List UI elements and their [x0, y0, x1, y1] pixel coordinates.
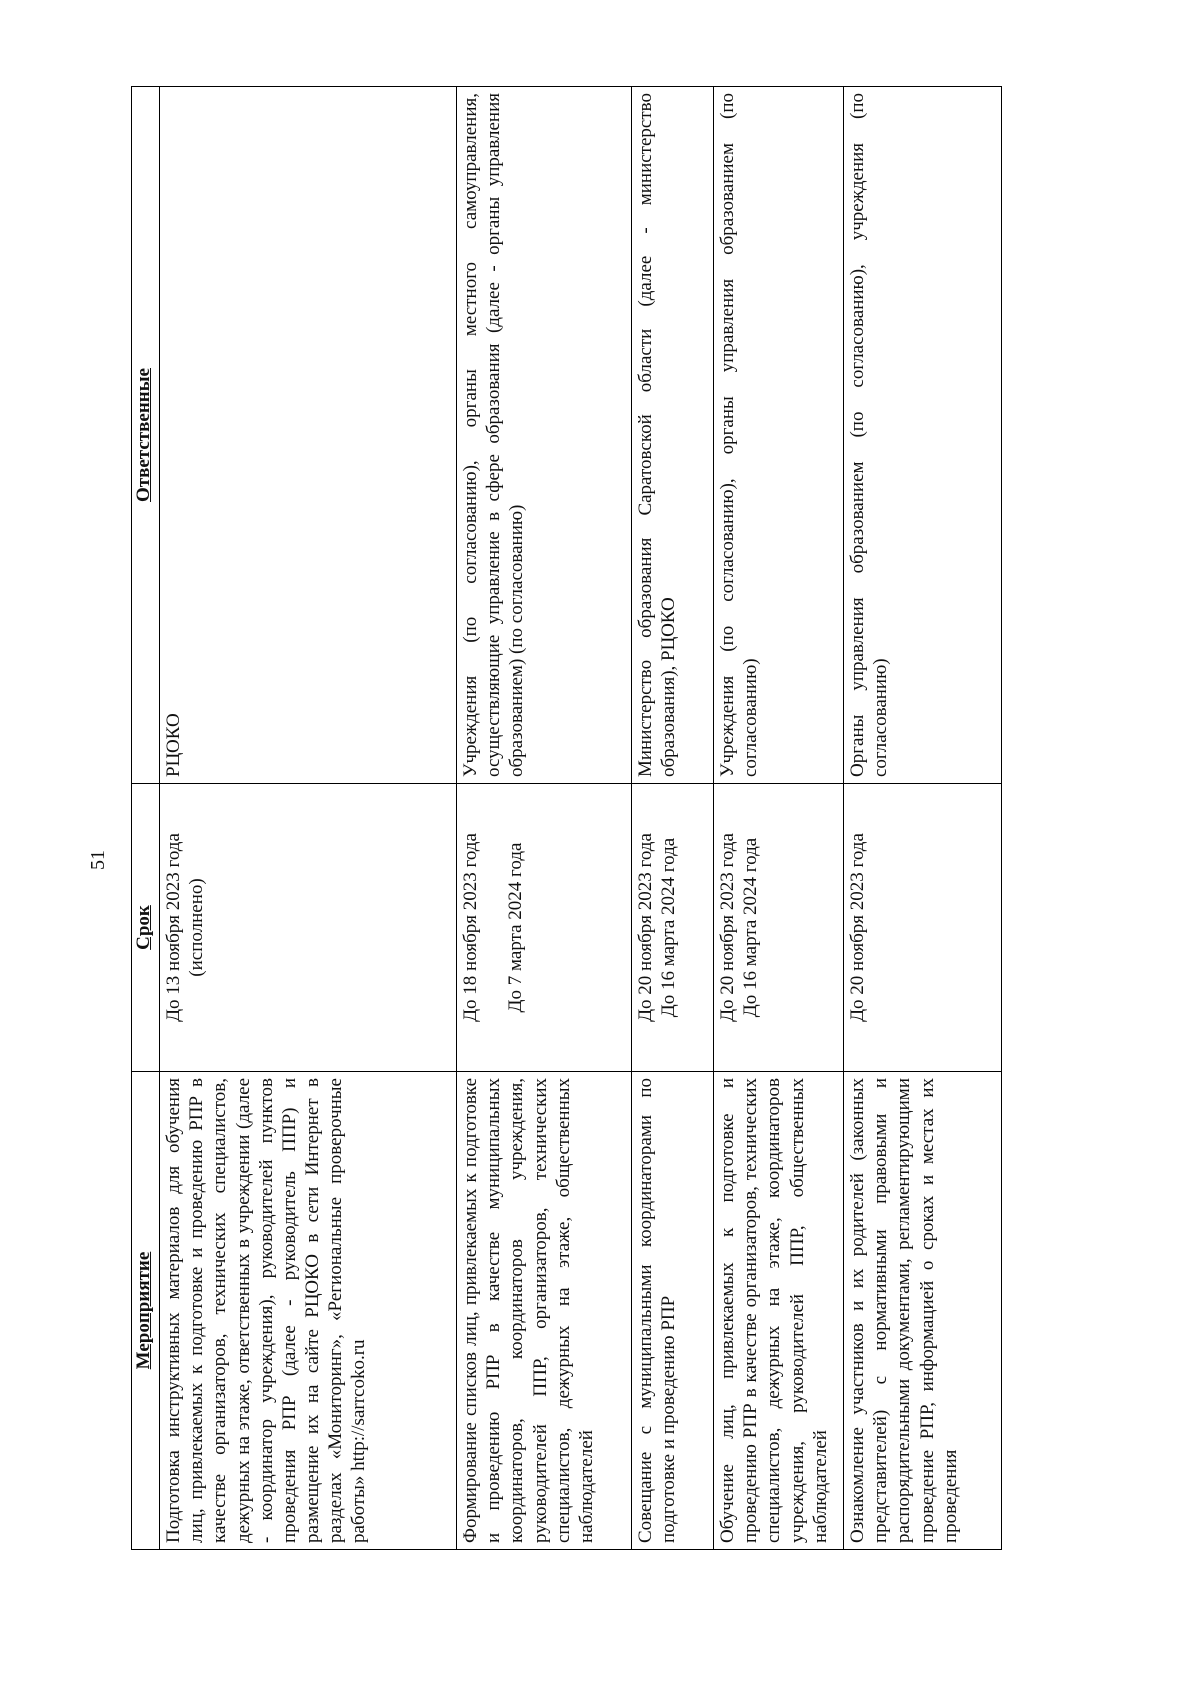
responsible-cell: РЦОКО — [160, 87, 457, 784]
table-row — [844, 87, 1002, 1550]
responsible-cell: Учреждения (по согласованию), органы управления образованием (по согласованию) — [714, 87, 844, 784]
table-row — [632, 87, 714, 1550]
rotated-table-wrapper — [131, 87, 1081, 1550]
term-text: До 20 ноября 2023 года — [717, 833, 738, 1022]
term-text: До 18 ноября 2023 года — [460, 833, 481, 1022]
term-cell — [714, 784, 844, 1072]
term-cell — [632, 784, 714, 1072]
term-text: До 7 марта 2024 года — [505, 842, 527, 1013]
term-text: До 20 ноября 2023 года — [635, 833, 656, 1022]
event-cell: Формирование списков лиц, привлекаемых к подготовке и проведению РПР в качестве муниципальных координаторов, координаторов учреждения, руководителей ППР, организаторов, технических специалистов, дежурных на этаже, общественных наблюдателей — [457, 1072, 632, 1550]
term-cell — [160, 784, 457, 1072]
term-text: До 16 марта 2024 года — [740, 837, 762, 1018]
event-cell: Ознакомление участников и их родителей (законных представителей) с нормативными правовыми и распорядительными документами, регламентирующими проведение РПР, информацией о сроках и местах их проведения — [844, 1072, 1002, 1550]
event-cell: Обучение лиц, привлекаемых к подготовке и проведению РПР в качестве организаторов, технических специалистов, дежурных на этаже, координаторов учреждения, руководителей ППР, общественных наблюдателей — [714, 1072, 844, 1550]
events-table — [131, 86, 1002, 1550]
responsible-cell: Органы управления образованием (по согласованию), учреждения (по согласованию) — [844, 87, 1002, 784]
term-text: До 13 ноября 2023 года (исполнено) — [163, 833, 208, 1022]
event-cell: Подготовка инструктивных материалов для обучения лиц, привлекаемых к подготовке и проведению РПР в качестве организаторов, технических специалистов, дежурных на этаже, ответственных в учреждении (далее - координатор учреждения), руководителей пунктов проведения РПР (далее - руководитель ППР) и размещение их на сайте РЦОКО в сети Интернет в разделах «Мониторинг», «Региональные проверочные работы» http://sarrcoko.ru — [160, 1072, 457, 1550]
page-number: 51 — [86, 850, 109, 870]
term-cell — [844, 784, 1002, 1072]
table-row — [457, 87, 632, 1550]
term-text: До 16 марта 2024 года — [658, 837, 680, 1018]
table-row — [714, 87, 844, 1550]
header-event: Мероприятие — [132, 1072, 160, 1550]
responsible-cell: Министерство образования Саратовской области (далее - министерство образования), РЦОКО — [632, 87, 714, 784]
term-text: До 20 ноября 2023 года — [847, 833, 868, 1022]
table-row — [160, 87, 457, 1550]
event-cell: Совещание с муниципальными координаторами по подготовке и проведению РПР — [632, 1072, 714, 1550]
header-term: Срок — [132, 784, 160, 1072]
table-header-row — [132, 87, 160, 1550]
responsible-cell: Учреждения (по согласованию), органы местного самоуправления, осуществляющие управление в сфере образования (далее - органы управления образованием) (по согласованию) — [457, 87, 632, 784]
header-responsible: Ответственные — [132, 87, 160, 784]
term-cell — [457, 784, 632, 1072]
